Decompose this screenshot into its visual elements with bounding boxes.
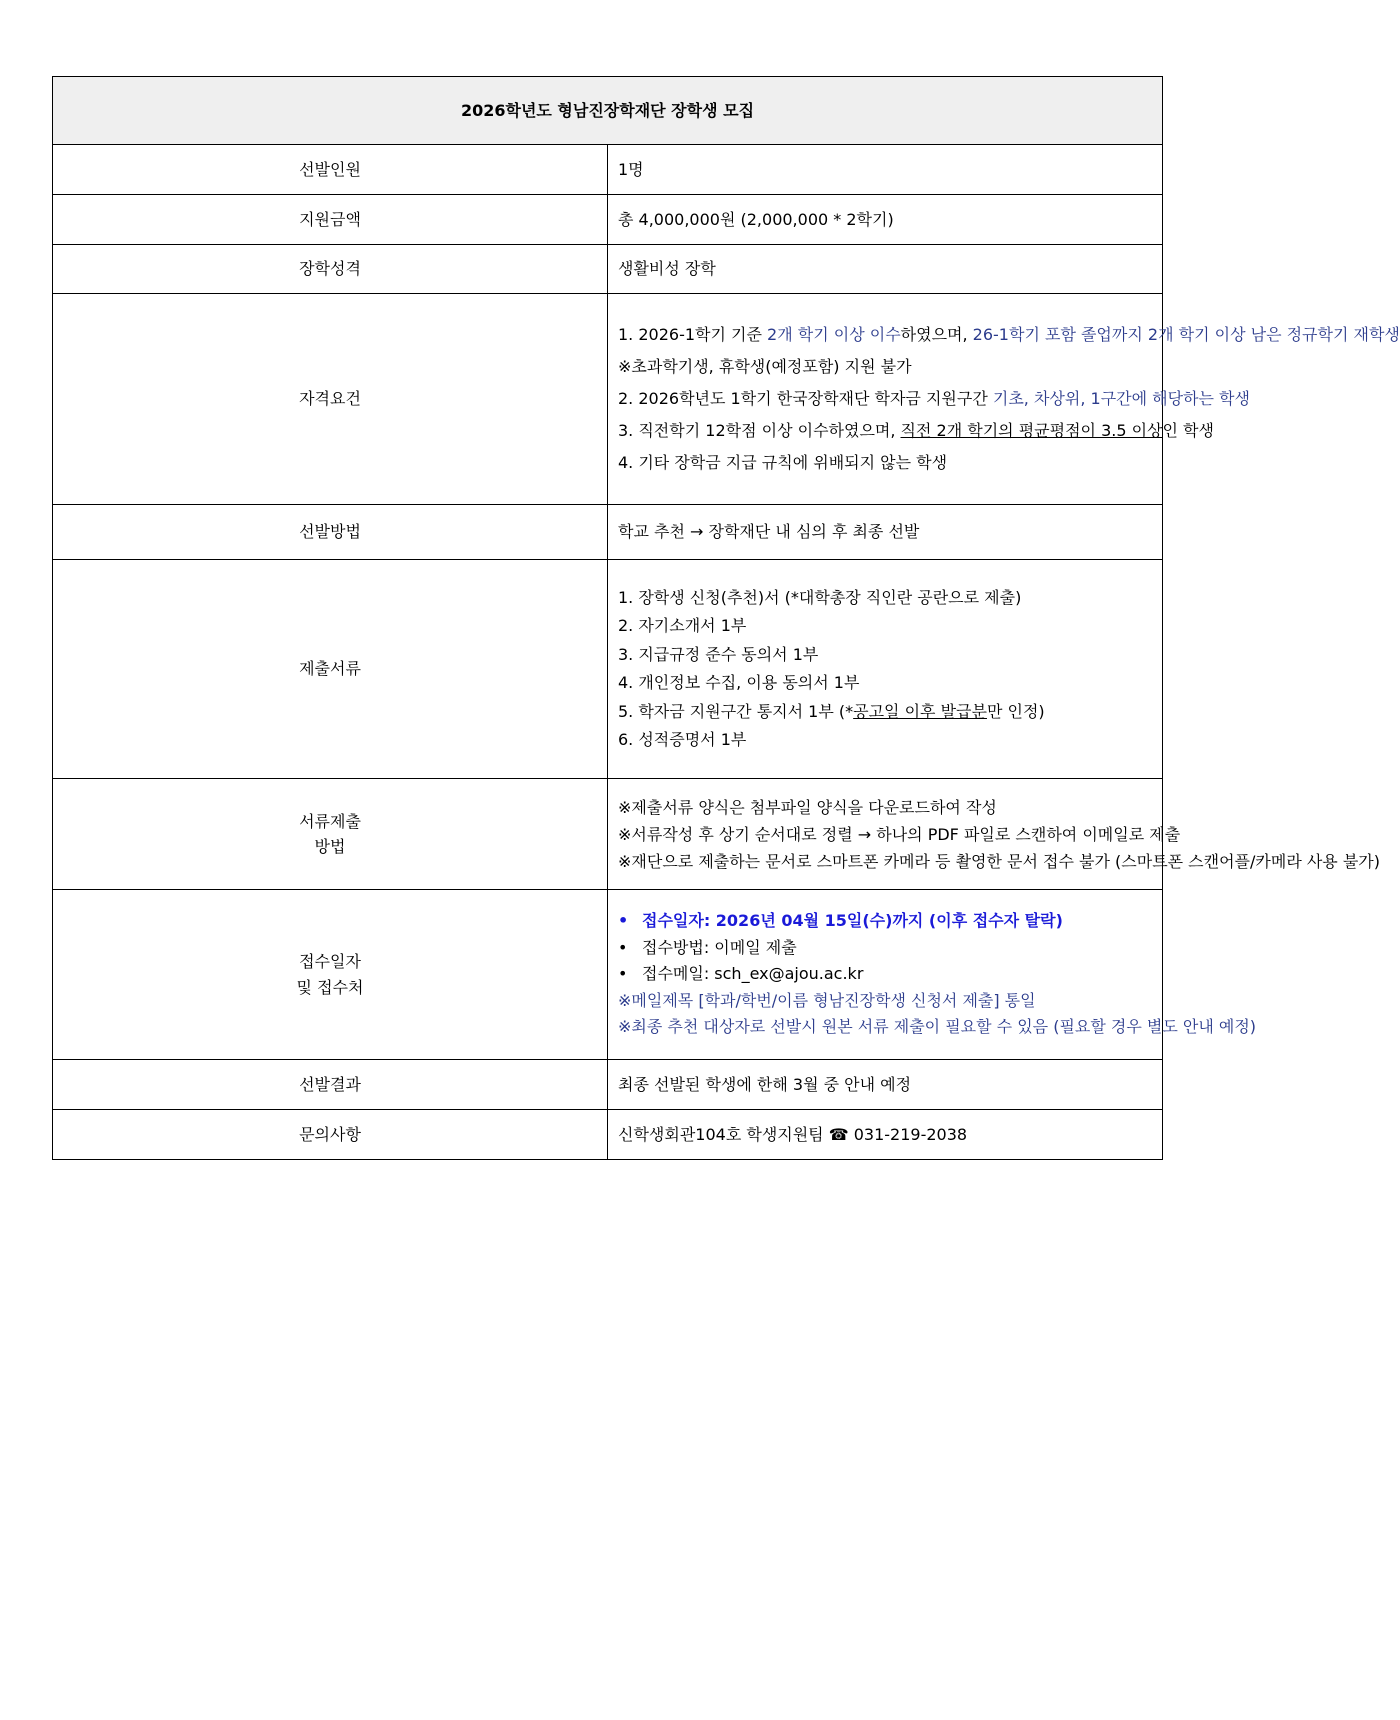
document-item-3: 3. 지급규정 준수 동의서 1부 bbox=[618, 644, 819, 664]
row-documents bbox=[53, 560, 1163, 779]
documents-content bbox=[608, 560, 1163, 779]
amount-label: 지원금액 bbox=[53, 195, 608, 245]
eligibility-underlined: 직전 2개 학기의 평균평점이 3.5 이상 bbox=[900, 421, 1163, 440]
eligibility-item-3 bbox=[618, 415, 1214, 447]
receipt-label-line-1: 접수일자 bbox=[299, 952, 361, 972]
inquiry-value: 신학생회관104호 학생지원팀 ☎ 031-219-2038 bbox=[608, 1110, 1163, 1160]
eligibility-text: 2. 2026학년도 1학기 한국장학재단 학자금 지원구간 bbox=[618, 389, 993, 408]
bullet-icon: • bbox=[618, 964, 628, 984]
receipt-subject-note: ※메일제목 [학과/학번/이름 형남진장학생 신청서 제출] 통일 bbox=[618, 990, 1036, 1010]
inquiry-label: 문의사항 bbox=[53, 1110, 608, 1160]
recruit-count-value: 1명 bbox=[608, 145, 1163, 195]
document-item-1: 1. 장학생 신청(추천)서 (*대학총장 직인란 공란으로 제출) bbox=[618, 587, 1022, 607]
submission-label-line-1: 서류제출 bbox=[299, 811, 361, 831]
title-row bbox=[53, 77, 1163, 145]
bullet-icon: • bbox=[618, 937, 628, 957]
document-item-4: 4. 개인정보 수집, 이용 동의서 1부 bbox=[618, 673, 860, 692]
submission-label-line-2: 방법 bbox=[314, 837, 346, 856]
eligibility-text: 인 학생 bbox=[1162, 421, 1214, 440]
row-submission bbox=[53, 779, 1163, 890]
receipt-date-text: 접수일자: 2026년 04월 15일(수)까지 (이후 접수자 탈락) bbox=[642, 911, 1063, 931]
submission-note-3: ※재단으로 제출하는 문서로 스마트폰 카메라 등 촬영한 문서 접수 불가 (스마트폰 스캔어플/카메라 사용 불가) bbox=[618, 851, 1381, 871]
receipt-date bbox=[618, 908, 1152, 935]
eligibility-item-1 bbox=[618, 319, 1400, 351]
document-item-6: 6. 성적증명서 1부 bbox=[618, 730, 747, 749]
eligibility-highlight: 26-1학기 포함 졸업까지 2개 학기 이상 남은 정규학기 재학생 bbox=[972, 325, 1400, 344]
eligibility-item-2 bbox=[618, 383, 1250, 415]
document-underlined: 공고일 이후 발급분 bbox=[853, 701, 987, 721]
nature-value: 생활비성 장학 bbox=[608, 245, 1163, 294]
submission-label bbox=[53, 779, 608, 890]
method-label: 선발방법 bbox=[53, 505, 608, 560]
receipt-method-text: 접수방법: 이메일 제출 bbox=[642, 937, 797, 957]
document-item-2: 2. 자기소개서 1부 bbox=[618, 616, 747, 635]
row-inquiry bbox=[53, 1110, 1163, 1160]
bullet-icon: • bbox=[618, 911, 629, 931]
amount-value: 총 4,000,000원 (2,000,000 * 2학기) bbox=[608, 195, 1163, 245]
receipt-label-line-2: 및 접수처 bbox=[296, 977, 364, 997]
receipt-method bbox=[618, 935, 1152, 962]
row-eligibility bbox=[53, 294, 1163, 505]
receipt-email bbox=[618, 961, 1152, 988]
eligibility-item-4: 4. 기타 장학금 지급 규칙에 위배되지 않는 학생 bbox=[618, 453, 948, 472]
result-value: 최종 선발된 학생에 한해 3월 중 안내 예정 bbox=[608, 1060, 1163, 1110]
row-nature bbox=[53, 245, 1163, 294]
page-title: 2026학년도 형남진장학재단 장학생 모집 bbox=[53, 77, 1163, 145]
document-text: 만 인정) bbox=[986, 701, 1045, 721]
receipt-list bbox=[618, 908, 1257, 1041]
row-amount bbox=[53, 195, 1163, 245]
eligibility-label: 자격요건 bbox=[53, 294, 608, 505]
eligibility-highlight: 2개 학기 이상 이수 bbox=[767, 325, 901, 344]
receipt-content bbox=[608, 890, 1257, 1060]
eligibility-content bbox=[608, 294, 1400, 505]
submission-content bbox=[608, 779, 1381, 890]
result-label: 선발결과 bbox=[53, 1060, 608, 1110]
eligibility-text: 1. 2026-1학기 기준 bbox=[618, 325, 768, 344]
receipt-email-text: 접수메일: sch_ex@ajou.ac.kr bbox=[642, 964, 864, 984]
row-method bbox=[53, 505, 1163, 560]
row-result bbox=[53, 1060, 1163, 1110]
document-text: 5. 학자금 지원구간 통지서 1부 (* bbox=[618, 701, 854, 721]
row-receipt bbox=[53, 890, 1163, 1060]
submission-note-1: ※제출서류 양식은 첨부파일 양식을 다운로드하여 작성 bbox=[618, 797, 997, 817]
eligibility-highlight: 기초, 차상위, 1구간에 해당하는 학생 bbox=[992, 389, 1250, 408]
submission-note-2: ※서류작성 후 상기 순서대로 정렬 → 하나의 PDF 파일로 스캔하여 이메일로 제출 bbox=[618, 824, 1181, 844]
recruit-count-label: 선발인원 bbox=[53, 145, 608, 195]
eligibility-text: 하였으며, bbox=[900, 325, 973, 344]
receipt-original-note: ※최종 추천 대상자로 선발시 원본 서류 제출이 필요할 수 있음 (필요할 경우 별도 안내 예정) bbox=[618, 1017, 1257, 1037]
nature-label: 장학성격 bbox=[53, 245, 608, 294]
scholarship-notice-table bbox=[52, 76, 1400, 1160]
eligibility-note: ※초과학기생, 휴학생(예정포함) 지원 불가 bbox=[618, 357, 912, 376]
eligibility-text: 3. 직전학기 12학점 이상 이수하였으며, bbox=[618, 421, 901, 440]
documents-label: 제출서류 bbox=[53, 560, 608, 779]
method-value: 학교 추천 → 장학재단 내 심의 후 최종 선발 bbox=[608, 505, 1163, 560]
document-item-5 bbox=[618, 698, 1152, 727]
receipt-label bbox=[53, 890, 608, 1060]
row-recruit-count bbox=[53, 145, 1163, 195]
